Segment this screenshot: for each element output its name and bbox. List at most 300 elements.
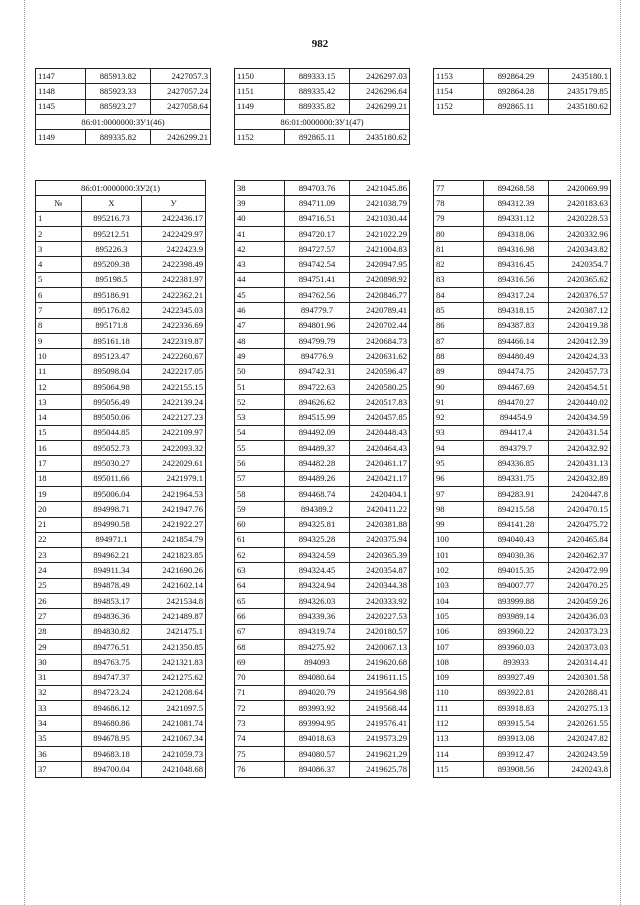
table-row bbox=[36, 130, 211, 145]
x-coordinate: 895044.85 bbox=[82, 425, 142, 440]
table-row bbox=[235, 471, 410, 486]
table-row bbox=[434, 716, 611, 731]
table-row bbox=[36, 655, 206, 670]
y-coordinate: 2420067.13 bbox=[350, 639, 410, 654]
table-row bbox=[235, 318, 410, 333]
y-coordinate: 2421489.87 bbox=[142, 609, 206, 624]
point-number: 6 bbox=[36, 288, 82, 303]
table-row bbox=[36, 639, 206, 654]
x-coordinate: 894878.49 bbox=[82, 578, 142, 593]
y-coordinate: 2427058.64 bbox=[151, 99, 211, 114]
x-coordinate: 894962.21 bbox=[82, 548, 142, 563]
point-number: 34 bbox=[36, 716, 82, 731]
table-row bbox=[434, 655, 611, 670]
point-number: 39 bbox=[235, 196, 285, 211]
y-coordinate: 2435180.62 bbox=[350, 130, 410, 145]
table-row bbox=[235, 624, 410, 639]
x-coordinate: 885913.82 bbox=[86, 69, 151, 84]
point-number: 1150 bbox=[235, 69, 285, 84]
x-coordinate: 895030.27 bbox=[82, 456, 142, 471]
x-coordinate: 894470.27 bbox=[484, 395, 549, 410]
point-number: 110 bbox=[434, 685, 484, 700]
point-number: 19 bbox=[36, 486, 82, 501]
x-coordinate: 894678.95 bbox=[82, 731, 142, 746]
table-row bbox=[36, 379, 206, 394]
y-coordinate: 2420404.1 bbox=[350, 486, 410, 501]
table-row bbox=[235, 594, 410, 609]
y-coordinate: 2420314.41 bbox=[549, 655, 611, 670]
column-header: № bbox=[36, 196, 82, 211]
x-coordinate: 889335.42 bbox=[285, 84, 350, 99]
point-number: 1151 bbox=[235, 84, 285, 99]
y-coordinate: 2420684.73 bbox=[350, 333, 410, 348]
y-coordinate: 2421081.74 bbox=[142, 716, 206, 731]
point-number: 1147 bbox=[36, 69, 86, 84]
x-coordinate: 892864.28 bbox=[484, 84, 549, 99]
table-row bbox=[36, 701, 206, 716]
table-row bbox=[434, 441, 611, 456]
table-row bbox=[235, 379, 410, 394]
x-coordinate: 895011.66 bbox=[82, 471, 142, 486]
x-coordinate: 894319.74 bbox=[285, 624, 350, 639]
y-coordinate: 2420344.38 bbox=[350, 578, 410, 593]
table-row bbox=[235, 303, 410, 318]
y-coordinate: 2421602.14 bbox=[142, 578, 206, 593]
x-coordinate: 895209.38 bbox=[82, 257, 142, 272]
point-number: 46 bbox=[235, 303, 285, 318]
table-row bbox=[36, 517, 206, 532]
point-number: 67 bbox=[235, 624, 285, 639]
point-number: 54 bbox=[235, 425, 285, 440]
x-coordinate: 895198.5 bbox=[82, 272, 142, 287]
column-header: X bbox=[82, 196, 142, 211]
x-coordinate: 894762.56 bbox=[285, 288, 350, 303]
table-row bbox=[235, 578, 410, 593]
y-coordinate: 2420434.59 bbox=[549, 410, 611, 425]
table-row bbox=[235, 364, 410, 379]
x-coordinate: 894776.51 bbox=[82, 639, 142, 654]
table-row bbox=[434, 211, 611, 226]
table-row bbox=[235, 517, 410, 532]
point-number: 76 bbox=[235, 762, 285, 777]
y-coordinate: 2421059.73 bbox=[142, 746, 206, 761]
table-row bbox=[434, 84, 611, 99]
y-coordinate: 2419573.29 bbox=[350, 731, 410, 746]
table-row bbox=[434, 410, 611, 425]
y-coordinate: 2421048.68 bbox=[142, 762, 206, 777]
point-number: 98 bbox=[434, 502, 484, 517]
point-number: 81 bbox=[434, 242, 484, 257]
point-number: 32 bbox=[36, 685, 82, 700]
x-coordinate: 894093 bbox=[285, 655, 350, 670]
point-number: 106 bbox=[434, 624, 484, 639]
x-coordinate: 895216.73 bbox=[82, 211, 142, 226]
point-number: 114 bbox=[434, 746, 484, 761]
table-row bbox=[434, 379, 611, 394]
table-row bbox=[36, 471, 206, 486]
y-coordinate: 2420947.95 bbox=[350, 257, 410, 272]
x-coordinate: 894971.1 bbox=[82, 532, 142, 547]
point-number: 1152 bbox=[434, 99, 484, 114]
parcel-title-row bbox=[235, 114, 410, 129]
table-row bbox=[235, 425, 410, 440]
y-coordinate: 2420387.12 bbox=[549, 303, 611, 318]
y-coordinate: 2420275.13 bbox=[549, 701, 611, 716]
x-coordinate: 894325.81 bbox=[285, 517, 350, 532]
x-coordinate: 893922.81 bbox=[484, 685, 549, 700]
y-coordinate: 2422319.87 bbox=[142, 333, 206, 348]
table-row bbox=[434, 395, 611, 410]
point-number: 18 bbox=[36, 471, 82, 486]
table-row bbox=[36, 716, 206, 731]
table-row bbox=[36, 410, 206, 425]
y-coordinate: 2420470.25 bbox=[549, 578, 611, 593]
point-number: 24 bbox=[36, 563, 82, 578]
x-coordinate: 893908.56 bbox=[484, 762, 549, 777]
y-coordinate: 2419564.98 bbox=[350, 685, 410, 700]
point-number: 26 bbox=[36, 594, 82, 609]
y-coordinate: 2420381.88 bbox=[350, 517, 410, 532]
table-row bbox=[235, 762, 410, 777]
x-coordinate: 893915.54 bbox=[484, 716, 549, 731]
table-row bbox=[235, 532, 410, 547]
x-coordinate: 894015.35 bbox=[484, 563, 549, 578]
y-coordinate: 2420475.72 bbox=[549, 517, 611, 532]
table-row bbox=[235, 211, 410, 226]
point-number: 38 bbox=[235, 181, 285, 196]
y-coordinate: 2435179.85 bbox=[549, 84, 611, 99]
y-coordinate: 2420424.33 bbox=[549, 349, 611, 364]
y-coordinate: 2420343.82 bbox=[549, 242, 611, 257]
y-coordinate: 2420454.51 bbox=[549, 379, 611, 394]
point-number: 102 bbox=[434, 563, 484, 578]
x-coordinate: 893927.49 bbox=[484, 670, 549, 685]
x-coordinate: 893960.22 bbox=[484, 624, 549, 639]
y-coordinate: 2419621.29 bbox=[350, 746, 410, 761]
table-row bbox=[36, 594, 206, 609]
point-number: 41 bbox=[235, 226, 285, 241]
x-coordinate: 894080.64 bbox=[285, 670, 350, 685]
y-coordinate: 2421038.79 bbox=[350, 196, 410, 211]
x-coordinate: 894779.7 bbox=[285, 303, 350, 318]
point-number: 53 bbox=[235, 410, 285, 425]
y-coordinate: 2422398.49 bbox=[142, 257, 206, 272]
y-coordinate: 2421979.1 bbox=[142, 471, 206, 486]
table-row bbox=[235, 257, 410, 272]
y-coordinate: 2421690.26 bbox=[142, 563, 206, 578]
x-coordinate: 894336.85 bbox=[484, 456, 549, 471]
y-coordinate: 2422155.15 bbox=[142, 379, 206, 394]
point-number: 82 bbox=[434, 257, 484, 272]
point-number: 52 bbox=[235, 395, 285, 410]
point-number: 83 bbox=[434, 272, 484, 287]
x-coordinate: 893993.92 bbox=[285, 701, 350, 716]
y-coordinate: 2420436.03 bbox=[549, 609, 611, 624]
table-row bbox=[434, 364, 611, 379]
point-number: 42 bbox=[235, 242, 285, 257]
x-coordinate: 889335.82 bbox=[86, 130, 151, 145]
table-row bbox=[235, 441, 410, 456]
point-number: 28 bbox=[36, 624, 82, 639]
point-number: 33 bbox=[36, 701, 82, 716]
x-coordinate: 894312.39 bbox=[484, 196, 549, 211]
table-row bbox=[434, 257, 611, 272]
x-coordinate: 894686.12 bbox=[82, 701, 142, 716]
table-row bbox=[36, 609, 206, 624]
x-coordinate: 894030.36 bbox=[484, 548, 549, 563]
point-number: 66 bbox=[235, 609, 285, 624]
y-coordinate: 2420183.63 bbox=[549, 196, 611, 211]
y-coordinate: 2420846.77 bbox=[350, 288, 410, 303]
point-number: 29 bbox=[36, 639, 82, 654]
table-row bbox=[235, 242, 410, 257]
x-coordinate: 894467.69 bbox=[484, 379, 549, 394]
x-coordinate: 894489.26 bbox=[285, 471, 350, 486]
x-coordinate: 895123.47 bbox=[82, 349, 142, 364]
point-number: 75 bbox=[235, 746, 285, 761]
y-coordinate: 2420180.57 bbox=[350, 624, 410, 639]
point-number: 12 bbox=[36, 379, 82, 394]
table-row bbox=[235, 609, 410, 624]
x-coordinate: 894141.28 bbox=[484, 517, 549, 532]
point-number: 51 bbox=[235, 379, 285, 394]
point-number: 20 bbox=[36, 502, 82, 517]
y-coordinate: 2419625.78 bbox=[350, 762, 410, 777]
x-coordinate: 889335.82 bbox=[285, 99, 350, 114]
table-row bbox=[235, 655, 410, 670]
y-coordinate: 2421321.83 bbox=[142, 655, 206, 670]
table-row bbox=[434, 548, 611, 563]
y-coordinate: 2420261.55 bbox=[549, 716, 611, 731]
point-number: 113 bbox=[434, 731, 484, 746]
y-coordinate: 2420354.7 bbox=[549, 257, 611, 272]
scan-edge-line bbox=[24, 0, 25, 905]
y-coordinate: 2420898.92 bbox=[350, 272, 410, 287]
x-coordinate: 894040.43 bbox=[484, 532, 549, 547]
x-coordinate: 894722.63 bbox=[285, 379, 350, 394]
x-coordinate: 894325.28 bbox=[285, 532, 350, 547]
point-number: 13 bbox=[36, 395, 82, 410]
y-coordinate: 2435180.62 bbox=[549, 99, 611, 114]
point-number: 112 bbox=[434, 716, 484, 731]
point-number: 16 bbox=[36, 441, 82, 456]
y-coordinate: 2420333.92 bbox=[350, 594, 410, 609]
x-coordinate: 893918.83 bbox=[484, 701, 549, 716]
y-coordinate: 2421964.53 bbox=[142, 486, 206, 501]
x-coordinate: 894853.17 bbox=[82, 594, 142, 609]
table-row bbox=[235, 502, 410, 517]
x-coordinate: 894339.36 bbox=[285, 609, 350, 624]
parcel-id: 86:01:0000000:ЗУ2(1) bbox=[36, 181, 206, 196]
x-coordinate: 894836.36 bbox=[82, 609, 142, 624]
point-number: 1154 bbox=[434, 84, 484, 99]
y-coordinate: 2420288.41 bbox=[549, 685, 611, 700]
y-coordinate: 2421097.5 bbox=[142, 701, 206, 716]
point-number: 84 bbox=[434, 288, 484, 303]
point-number: 56 bbox=[235, 456, 285, 471]
y-coordinate: 2420517.83 bbox=[350, 395, 410, 410]
point-number: 57 bbox=[235, 471, 285, 486]
table-row bbox=[36, 69, 211, 84]
x-coordinate: 894086.37 bbox=[285, 762, 350, 777]
point-number: 2 bbox=[36, 226, 82, 241]
point-number: 59 bbox=[235, 502, 285, 517]
point-number: 80 bbox=[434, 226, 484, 241]
x-coordinate: 894316.45 bbox=[484, 257, 549, 272]
y-coordinate: 2422362.21 bbox=[142, 288, 206, 303]
x-coordinate: 894454.9 bbox=[484, 410, 549, 425]
y-coordinate: 2421022.29 bbox=[350, 226, 410, 241]
x-coordinate: 893933 bbox=[484, 655, 549, 670]
table-row bbox=[36, 272, 206, 287]
point-number: 10 bbox=[36, 349, 82, 364]
x-coordinate: 894776.9 bbox=[285, 349, 350, 364]
table-row bbox=[36, 333, 206, 348]
table-row bbox=[36, 303, 206, 318]
x-coordinate: 892865.11 bbox=[484, 99, 549, 114]
table-row bbox=[434, 594, 611, 609]
table-row bbox=[36, 257, 206, 272]
y-coordinate: 2420365.39 bbox=[350, 548, 410, 563]
x-coordinate: 895212.51 bbox=[82, 226, 142, 241]
x-coordinate: 894268.58 bbox=[484, 181, 549, 196]
point-number: 35 bbox=[36, 731, 82, 746]
point-number: 47 bbox=[235, 318, 285, 333]
y-coordinate: 2419620.68 bbox=[350, 655, 410, 670]
x-coordinate: 894727.57 bbox=[285, 242, 350, 257]
table-row bbox=[235, 395, 410, 410]
point-number: 1152 bbox=[235, 130, 285, 145]
x-coordinate: 894716.51 bbox=[285, 211, 350, 226]
parcel-title-row bbox=[36, 114, 211, 129]
table-row bbox=[235, 456, 410, 471]
y-coordinate: 2422381.97 bbox=[142, 272, 206, 287]
x-coordinate: 893999.88 bbox=[484, 594, 549, 609]
point-number: 22 bbox=[36, 532, 82, 547]
x-coordinate: 894742.31 bbox=[285, 364, 350, 379]
page-number: 982 bbox=[311, 38, 329, 50]
point-number: 1149 bbox=[36, 130, 86, 145]
x-coordinate: 894711.09 bbox=[285, 196, 350, 211]
x-coordinate: 894700.04 bbox=[82, 762, 142, 777]
point-number: 31 bbox=[36, 670, 82, 685]
point-number: 27 bbox=[36, 609, 82, 624]
x-coordinate: 894480.49 bbox=[484, 349, 549, 364]
table-row bbox=[434, 609, 611, 624]
point-number: 90 bbox=[434, 379, 484, 394]
y-coordinate: 2422345.03 bbox=[142, 303, 206, 318]
y-coordinate: 2420457.85 bbox=[350, 410, 410, 425]
y-coordinate: 2420702.44 bbox=[350, 318, 410, 333]
x-coordinate: 894703.76 bbox=[285, 181, 350, 196]
y-coordinate: 2422423.9 bbox=[142, 242, 206, 257]
table-row bbox=[434, 471, 611, 486]
y-coordinate: 2420227.53 bbox=[350, 609, 410, 624]
y-coordinate: 2420419.38 bbox=[549, 318, 611, 333]
y-coordinate: 2420472.99 bbox=[549, 563, 611, 578]
point-number: 73 bbox=[235, 716, 285, 731]
table-row bbox=[434, 532, 611, 547]
point-number: 86 bbox=[434, 318, 484, 333]
table-row bbox=[235, 99, 410, 114]
point-number: 74 bbox=[235, 731, 285, 746]
point-number: 21 bbox=[36, 517, 82, 532]
x-coordinate: 895006.04 bbox=[82, 486, 142, 501]
y-coordinate: 2420411.22 bbox=[350, 502, 410, 517]
x-coordinate: 885923.33 bbox=[86, 84, 151, 99]
y-coordinate: 2427057.3 bbox=[151, 69, 211, 84]
point-number: 1149 bbox=[235, 99, 285, 114]
table-row bbox=[235, 272, 410, 287]
point-number: 107 bbox=[434, 639, 484, 654]
point-number: 103 bbox=[434, 578, 484, 593]
table-row bbox=[434, 486, 611, 501]
table-row bbox=[36, 685, 206, 700]
y-coordinate: 2420448.43 bbox=[350, 425, 410, 440]
y-coordinate: 2420462.37 bbox=[549, 548, 611, 563]
point-number: 93 bbox=[434, 425, 484, 440]
y-coordinate: 2422217.05 bbox=[142, 364, 206, 379]
table-row bbox=[434, 701, 611, 716]
point-number: 23 bbox=[36, 548, 82, 563]
x-coordinate: 894316.98 bbox=[484, 242, 549, 257]
table-row bbox=[235, 548, 410, 563]
point-number: 40 bbox=[235, 211, 285, 226]
x-coordinate: 894799.79 bbox=[285, 333, 350, 348]
x-coordinate: 894018.63 bbox=[285, 731, 350, 746]
y-coordinate: 2426297.03 bbox=[350, 69, 410, 84]
x-coordinate: 894275.92 bbox=[285, 639, 350, 654]
x-coordinate: 893994.95 bbox=[285, 716, 350, 731]
y-coordinate: 2421534.8 bbox=[142, 594, 206, 609]
table-row bbox=[36, 226, 206, 241]
point-number: 37 bbox=[36, 762, 82, 777]
point-number: 92 bbox=[434, 410, 484, 425]
table-row bbox=[235, 670, 410, 685]
table-row bbox=[434, 181, 611, 196]
table-row bbox=[434, 639, 611, 654]
x-coordinate: 895186.91 bbox=[82, 288, 142, 303]
x-coordinate: 894324.45 bbox=[285, 563, 350, 578]
table-row bbox=[36, 288, 206, 303]
point-number: 91 bbox=[434, 395, 484, 410]
y-coordinate: 2420247.82 bbox=[549, 731, 611, 746]
y-coordinate: 2420631.62 bbox=[350, 349, 410, 364]
y-coordinate: 2426299.21 bbox=[151, 130, 211, 145]
point-number: 71 bbox=[235, 685, 285, 700]
x-coordinate: 894482.28 bbox=[285, 456, 350, 471]
point-number: 25 bbox=[36, 578, 82, 593]
x-coordinate: 894317.24 bbox=[484, 288, 549, 303]
y-coordinate: 2426296.64 bbox=[350, 84, 410, 99]
point-number: 108 bbox=[434, 655, 484, 670]
y-coordinate: 2420373.23 bbox=[549, 624, 611, 639]
point-number: 44 bbox=[235, 272, 285, 287]
x-coordinate: 893989.14 bbox=[484, 609, 549, 624]
x-coordinate: 893912.47 bbox=[484, 746, 549, 761]
point-number: 63 bbox=[235, 563, 285, 578]
point-number: 115 bbox=[434, 762, 484, 777]
table-row bbox=[235, 288, 410, 303]
x-coordinate: 894324.94 bbox=[285, 578, 350, 593]
point-number: 111 bbox=[434, 701, 484, 716]
point-number: 48 bbox=[235, 333, 285, 348]
table-row bbox=[36, 84, 211, 99]
point-number: 14 bbox=[36, 410, 82, 425]
y-coordinate: 2420228.53 bbox=[549, 211, 611, 226]
point-number: 101 bbox=[434, 548, 484, 563]
table-row bbox=[235, 486, 410, 501]
